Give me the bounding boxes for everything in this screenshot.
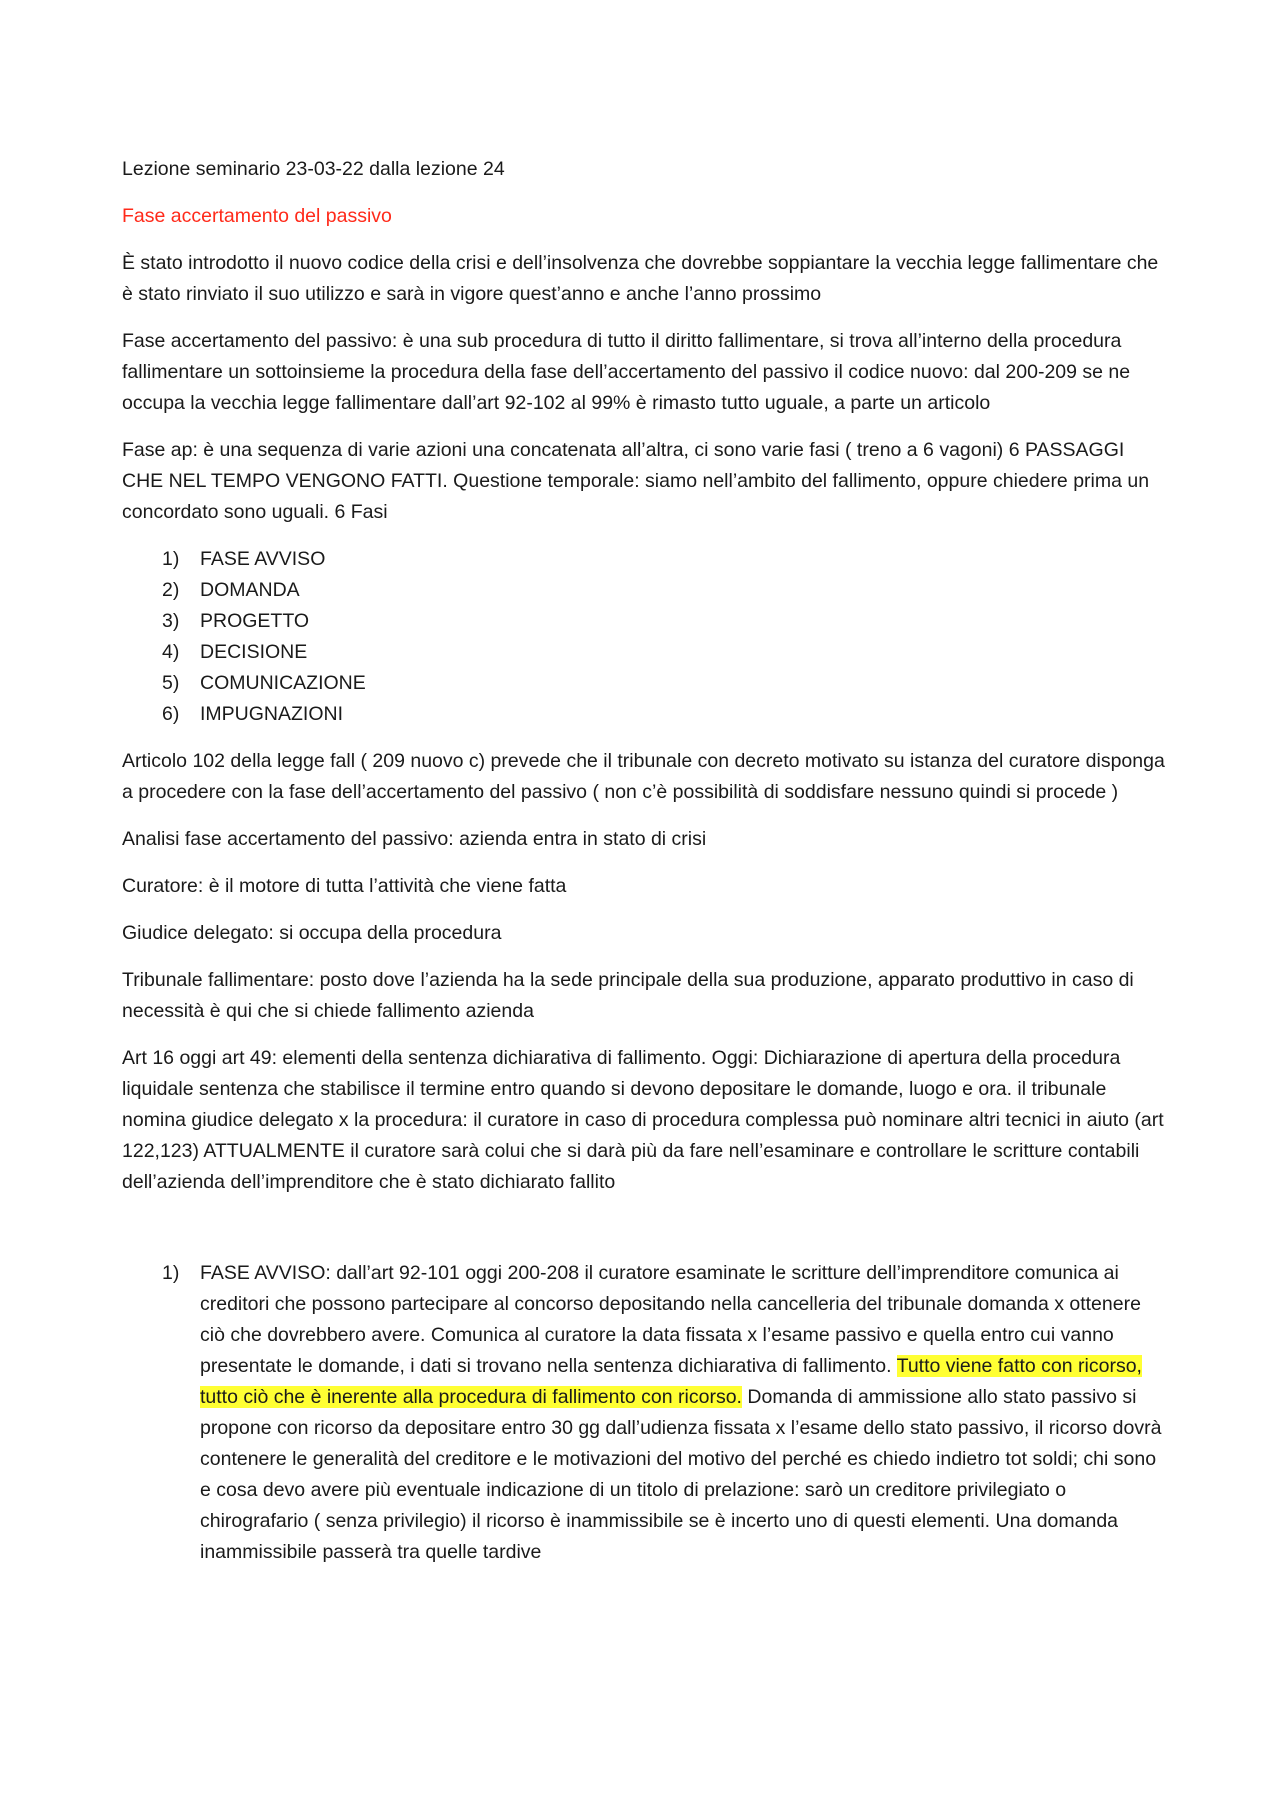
list-label: DOMANDA bbox=[200, 579, 300, 601]
phase-list bbox=[122, 544, 1170, 730]
list-item bbox=[122, 1258, 1170, 1568]
detail-text: Domanda di ammissione allo stato passivo si propone con ricorso da depositare entro 30 gg dall’udienza fissata x l’esame dello stato passivo, il ricorso dovrà contenere le generalità del creditore e le motivazioni del motivo del perché es chiedo indietro tot soldi; chi sono e cosa devo avere più eventuale indicazione di un titolo di prelazione: sarò un creditore privilegiato o chirografario ( senza privilegio) il ricorso è inammissibile se è incerto uno di questi elementi. Una domanda inammissibile passerà tra quelle tardive bbox=[200, 1386, 1162, 1563]
list-label: IMPUGNAZIONI bbox=[200, 703, 344, 725]
list-number: 1) bbox=[162, 548, 180, 570]
detail-list bbox=[122, 1258, 1170, 1568]
list-label: DECISIONE bbox=[200, 641, 308, 663]
section-title: Fase accertamento del passivo bbox=[122, 205, 392, 227]
paragraph: È stato introdotto il nuovo codice della crisi e dell’insolvenza che dovrebbe soppiantare la vecchia legge fallimentare che è stato rinviato il suo utilizzo e sarà in vigore quest’anno e anche l’anno prossimo bbox=[122, 252, 1159, 305]
list-label: PROGETTO bbox=[200, 610, 310, 632]
paragraph: Fase ap: è una sequenza di varie azioni una concatenata all’altra, ci sono varie fasi ( treno a 6 vagoni) 6 PASSAGGI CHE NEL TEMPO VENGONO FATTI. Questione temporale: siamo nell’ambito del fallimento, oppure chiedere prima un concordato sono uguali. 6 Fasi bbox=[122, 439, 1150, 523]
spacer bbox=[122, 1214, 1170, 1258]
list-label: FASE AVVISO bbox=[200, 548, 326, 570]
list-number: 1) bbox=[162, 1262, 180, 1284]
highlighted-text: Tutto viene fatto con ricorso, tutto ciò che è inerente alla procedura di fallimento con ricorso. bbox=[200, 1355, 1142, 1408]
paragraph: Art 16 oggi art 49: elementi della sentenza dichiarativa di fallimento. Oggi: Dichiarazione di apertura della procedura liquidale sentenza che stabilisce il termine entro quando si devono depositare le domande, luogo e ora. il tribunale nomina giudice delegato x la procedura: il curatore in caso di procedura complessa può nominare altri tecnici in aiuto (art 122,123) ATTUALMENTE il curatore sarà colui che si darà più da fare nell’esaminare e controllare le scritture contabili dell’azienda dell’imprenditore che è stato dichiarato fallito bbox=[122, 1047, 1164, 1193]
paragraph: Giudice delegato: si occupa della procedura bbox=[122, 922, 502, 944]
list-item bbox=[122, 575, 1170, 606]
detail-text: FASE AVVISO: dall’art 92-101 oggi 200-208 il curatore esaminate le scritture dell’imprenditore comunica ai creditori che possono partecipare al concorso depositando nella cancelleria del tribunale domanda x ottenere ciò che dovrebbero avere. Comunica al curatore la data fissata x l’esame passivo e quella entro cui vanno presentate le domande, i dati si trovano nella sentenza dichiarativa di fallimento. bbox=[200, 1262, 1141, 1377]
paragraph: Analisi fase accertamento del passivo: azienda entra in stato di crisi bbox=[122, 828, 707, 850]
list-number: 4) bbox=[162, 641, 180, 663]
list-item bbox=[122, 699, 1170, 730]
list-item bbox=[122, 668, 1170, 699]
list-item bbox=[122, 637, 1170, 668]
paragraph: Fase accertamento del passivo: è una sub procedura di tutto il diritto fallimentare, si trova all’interno della procedura fallimentare un sottoinsieme la procedura della fase dell’accertamento del passivo il codice nuovo: dal 200-209 se ne occupa la vecchia legge fallimentare dall’art 92-102 al 99% è rimasto tutto uguale, a parte un articolo bbox=[122, 330, 1131, 414]
document-heading: Lezione seminario 23-03-22 dalla lezione 24 bbox=[122, 158, 505, 180]
list-item bbox=[122, 544, 1170, 575]
list-number: 6) bbox=[162, 703, 180, 725]
list-number: 3) bbox=[162, 610, 180, 632]
list-label: COMUNICAZIONE bbox=[200, 672, 366, 694]
paragraph: Curatore: è il motore di tutta l’attività che viene fatta bbox=[122, 875, 567, 897]
list-number: 5) bbox=[162, 672, 180, 694]
paragraph: Articolo 102 della legge fall ( 209 nuovo c) prevede che il tribunale con decreto motivato su istanza del curatore disponga a procedere con la fase dell’accertamento del passivo ( non c’è possibilità di soddisfare nessuno quindi si procede ) bbox=[122, 750, 1165, 803]
paragraph: Tribunale fallimentare: posto dove l’azienda ha la sede principale della sua produzione, apparato produttivo in caso di necessità è qui che si chiede fallimento azienda bbox=[122, 969, 1134, 1022]
list-number: 2) bbox=[162, 579, 180, 601]
list-item bbox=[122, 606, 1170, 637]
